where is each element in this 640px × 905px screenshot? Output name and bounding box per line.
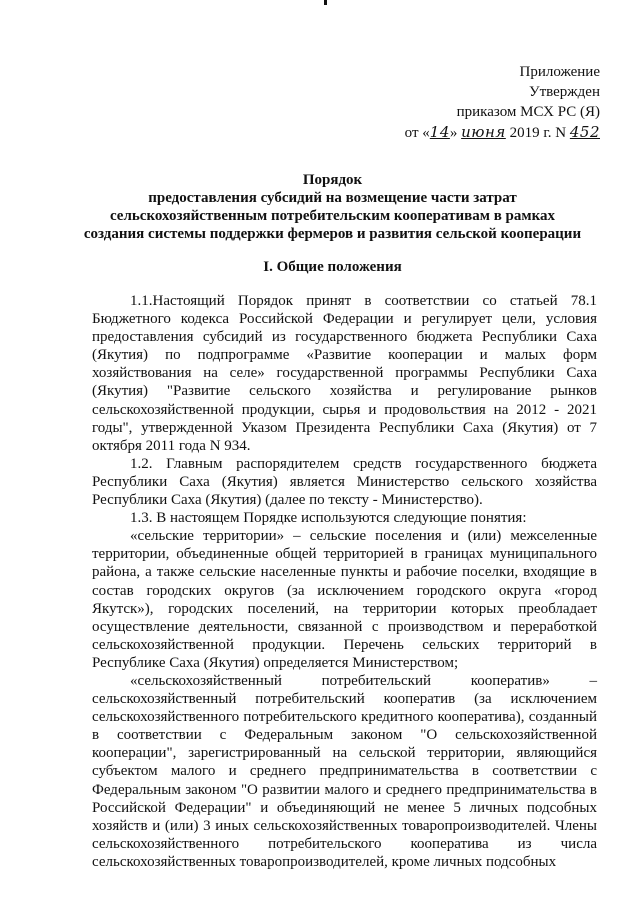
date-mid: »	[449, 125, 462, 141]
approved-label: Утвержден	[528, 84, 600, 100]
paragraph-1-1: 1.1.Настоящий Порядок принят в соответствии со статьей 78.1 Бюджетного кодекса Российской Федерации и регулирует цели, условия предоставления субсидий из государственного бюджета Республики Саха (Якутия) по подпрограмме «Развитие кооперации и малых форм хозяйствования на селе» государственной программы Республики Саха (Якутия) "Развитие сельского хозяйства и регулирование рынков сельскохозяйственной продукции, сырья и продовольствия на 2012 - 2021 годы", утвержденной Указом Президента Республики Саха (Якутия) от 7 октября 2011 года N 934.	[92, 293, 597, 454]
section-heading: I. Общие положения	[263, 259, 402, 275]
approval-block	[340, 62, 600, 143]
handwritten-day: 14	[429, 123, 450, 141]
title-line-4: создания системы поддержки фермеров и развития сельской кооперации	[83, 226, 582, 242]
title-line-1: Порядок	[302, 172, 363, 188]
handwritten-month: июня	[461, 123, 506, 141]
date-year: 2019 г. N	[505, 125, 570, 141]
order-label: приказом МСХ РС (Я)	[456, 104, 600, 120]
document-body	[92, 292, 597, 871]
paragraph-1-3: 1.3. В настоящем Порядке используются следующие понятия:	[130, 510, 527, 527]
definition-cooperative: «сельскохозяйственный потребительский кооператив» – сельскохозяйственный потребительский кооператив (за исключением сельскохозяйственного потребительского кредитного кооператива), созданный в соответствии с Федеральным законом "О сельскохозяйственной кооперации", зарегистрированный на сельской территории, являющийся субъектом малого и среднего предпринимательства в соответствии с Федеральным законом "О развитии малого и среднего предпринимательства в Российской Федерации" и объединяющий не менее 5 личных подсобных хозяйств и (или) 3 иных сельскохозяйственных товаропроизводителей. Члены сельскохозяйственного потребительского кооператива из числа сельскохозяйственных товаропроизводителей, кроме личных подсобных	[92, 672, 597, 870]
title-line-2: предоставления субсидий на возмещение части затрат	[148, 190, 517, 206]
handwritten-order-number: 452	[569, 123, 600, 141]
title-line-3: сельскохозяйственным потребительским кооперативам в рамках	[109, 208, 556, 224]
definition-rural-territories: «сельские территории» – сельские поселения и (или) межселенные территории, объединенные общей территорией в границах муниципального района, а также сельские населенные пункты и рабочие поселки, входящие в состав городских округов (за исключением городского округа «город Якутск»), городских поселений, на территории которых преобладает осуществление деятельности, связанной с производством и переработкой сельскохозяйственной продукции. Перечень сельских территорий в Республике Саха (Якутия) определяется Министерством;	[92, 528, 597, 671]
document-title	[60, 171, 605, 243]
appendix-label: Приложение	[519, 64, 600, 80]
date-prefix: от «	[404, 125, 430, 141]
scan-mark	[324, 0, 327, 5]
order-date-line	[340, 122, 600, 143]
paragraph-1-2: 1.2. Главным распорядителем средств государственного бюджета Республики Саха (Якутия) является Министерство сельского хозяйства Республики Саха (Якутия) (далее по тексту - Министерство).	[92, 455, 597, 509]
